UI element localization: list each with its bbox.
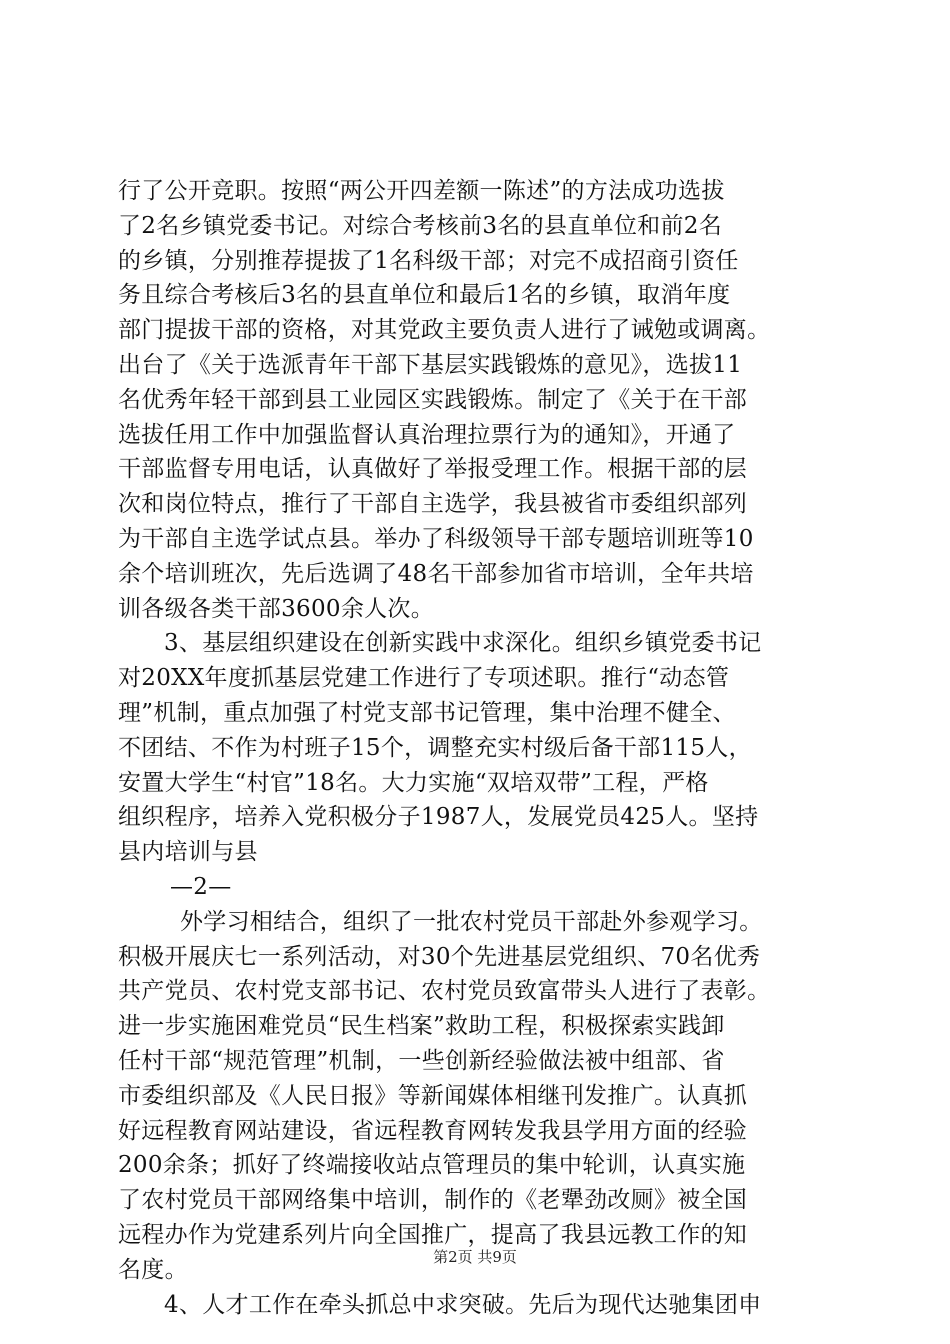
text-line: 不团结、不作为村班子15个，调整充实村级后备干部115人，	[118, 734, 752, 761]
text-line: 县内培训与县	[118, 839, 258, 866]
text-line: 部门提拔干部的资格，对其党政主要负责人进行了诫勉或调离。	[118, 317, 771, 344]
paragraph-start: 4、人才工作在牵头抓总中求突破。先后为现代达驰集团申	[164, 1291, 762, 1318]
text-line: 了农村党员干部网络集中培训，制作的《老犟劲改厕》被全国	[118, 1187, 748, 1214]
text-line: 好远程教育网站建设，省远程教育网转发我县学用方面的经验	[118, 1117, 748, 1144]
text-line: 出台了《关于选派青年干部下基层实践锻炼的意见》，选拔11	[118, 351, 743, 378]
text-line: 了2名乡镇党委书记。对综合考核前3名的县直单位和前2名	[118, 212, 722, 239]
text-line: 对20XX年度抓基层党建工作进行了专项述职。推行“动态管	[118, 665, 730, 692]
paragraph-continuation: 外学习相结合，组织了一批农村党员干部赴外参观学习。	[180, 908, 763, 935]
text-line: 次和岗位特点，推行了干部自主选学，我县被省市委组织部列	[118, 491, 748, 518]
text-line: 选拔任用工作中加强监督认真治理拉票行为的通知》，开通了	[118, 421, 736, 448]
text-line: 余个培训班次，先后选调了48名干部参加省市培训，全年共培	[118, 560, 754, 587]
body-text	[118, 174, 838, 1322]
text-line: 为干部自主选学试点县。举办了科级领导干部专题培训班等10	[118, 525, 754, 552]
paragraph-start: 3、基层组织建设在创新实践中求深化。组织乡镇党委书记	[164, 630, 762, 657]
text-line: 训各级各类干部3600余人次。	[118, 595, 435, 622]
text-line: 干部监督专用电话，认真做好了举报受理工作。根据干部的层	[118, 456, 748, 483]
text-line: 名度。	[118, 1256, 188, 1283]
text-line: 的乡镇，分别推荐提拔了1名科级干部；对完不成招商引资任	[118, 247, 739, 274]
text-line: 组织程序，培养入党积极分子1987人，发展党员425人。坚持	[118, 804, 759, 831]
page-footer	[0, 1247, 950, 1267]
text-line: 务且综合考核后3名的县直单位和最后1名的乡镇，取消年度	[118, 282, 731, 309]
text-line: 任村干部“规范管理”机制，一些创新经验做法被中组部、省	[118, 1047, 725, 1074]
text-line: 安置大学生“村官”18名。大力实施“双培双带”工程，严格	[118, 769, 709, 796]
text-line: 市委组织部及《人民日报》等新闻媒体相继刊发推广。认真抓	[118, 1082, 748, 1109]
text-line: 进一步实施困难党员“民生档案”救助工程，积极探索实践卸	[118, 1013, 725, 1040]
text-line: 理”机制，重点加强了村党支部书记管理，集中治理不健全、	[118, 699, 736, 726]
text-line: 远程办作为党建系列片向全国推广，提高了我县远教工作的知	[118, 1221, 748, 1248]
inline-page-marker: —2—	[170, 873, 232, 900]
text-line: 积极开展庆七一系列活动，对30个先进基层党组织、70名优秀	[118, 943, 761, 970]
text-line: 行了公开竞职。按照“两公开四差额一陈述”的方法成功选拔	[118, 178, 725, 204]
text-line: 共产党员、农村党支部书记、农村党员致富带头人进行了表彰。	[118, 978, 771, 1005]
page-number-label: 第2页 共9页	[433, 1248, 517, 1266]
text-line: 名优秀年轻干部到县工业园区实践锻炼。制定了《关于在干部	[118, 386, 748, 413]
text-line: 200余条；抓好了终端接收站点管理员的集中轮训，认真实施	[118, 1152, 746, 1179]
